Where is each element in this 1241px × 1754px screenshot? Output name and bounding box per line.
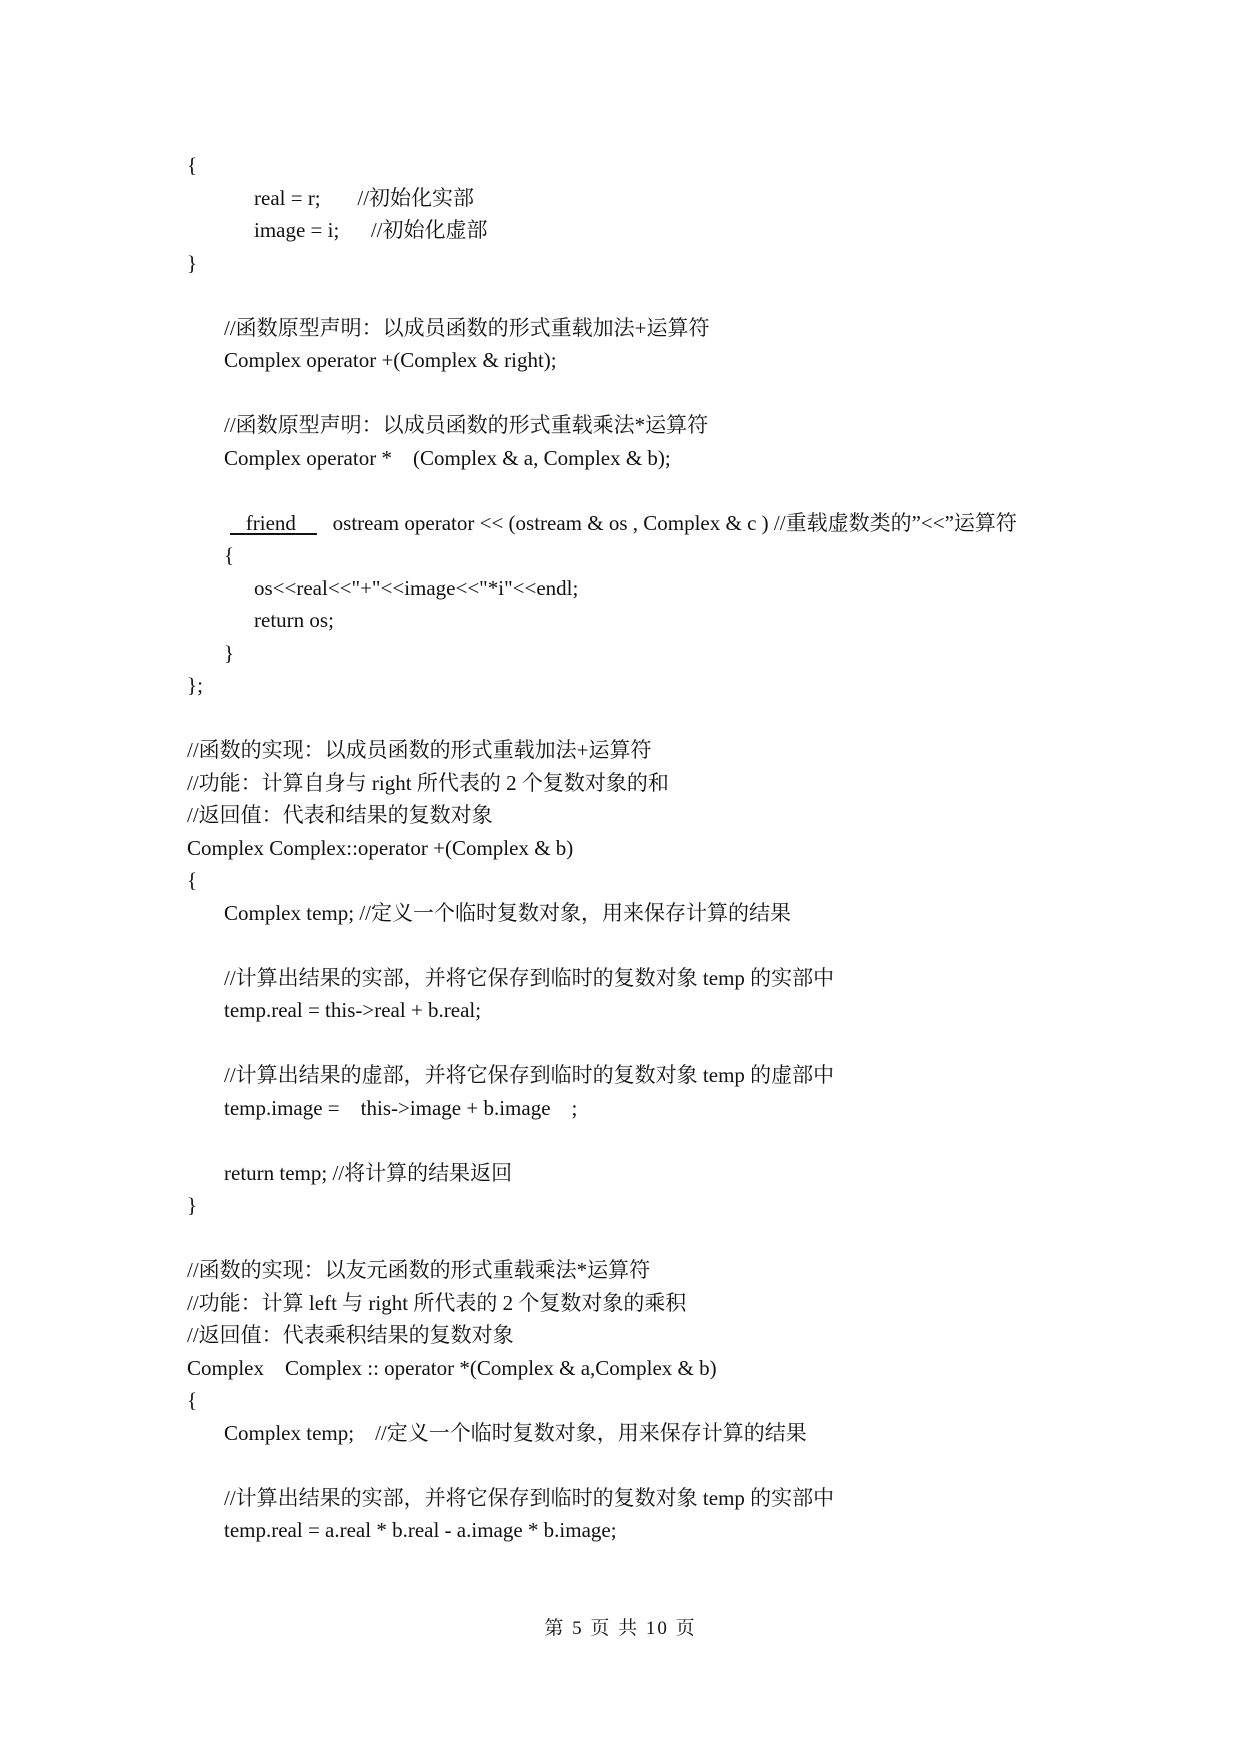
code-line-friend	[230, 509, 1017, 537]
code-comment: //返回值：代表和结果的复数对象	[187, 803, 493, 827]
code-line: {	[224, 543, 235, 567]
fill-in-blank: friend	[245, 511, 296, 535]
code-comment: //功能：计算自身与 right 所代表的 2 个复数对象的和	[187, 771, 669, 795]
code-line: image = i; //初始化虚部	[254, 218, 488, 242]
code-line: {	[187, 153, 198, 177]
code-line: }	[187, 1193, 198, 1217]
page-footer: 第 5 页 共 10 页	[544, 1618, 697, 1639]
code-comment: //函数原型声明：以成员函数的形式重载乘法*运算符	[224, 413, 709, 437]
code-line: Complex temp; //定义一个临时复数对象，用来保存计算的结果	[224, 1421, 807, 1445]
code-line: Complex Complex::operator +(Complex & b)	[187, 836, 574, 860]
code-line: temp.image = this->image + b.image ;	[224, 1096, 578, 1120]
code-comment: //计算出结果的实部，并将它保存到临时的复数对象 temp 的实部中	[224, 1486, 835, 1510]
code-comment: //函数的实现：以成员函数的形式重载加法+运算符	[187, 738, 652, 762]
code-line: return os;	[254, 608, 334, 632]
code-line: os<<real<<"+"<<image<<"*i"<<endl;	[254, 576, 579, 600]
code-comment: //计算出结果的虚部，并将它保存到临时的复数对象 temp 的虚部中	[224, 1063, 835, 1087]
code-line: Complex Complex :: operator *(Complex & a,Complex & b)	[187, 1356, 717, 1380]
code-line: ostream operator << (ostream & os , Complex & c ) //重载虚数类的”<<”运算符	[332, 511, 1017, 535]
code-line: temp.real = a.real * b.real - a.image * b.image;	[224, 1518, 617, 1542]
code-line: };	[187, 673, 203, 697]
code-line: }	[224, 641, 235, 665]
code-line: }	[187, 251, 198, 275]
code-comment: //函数原型声明：以成员函数的形式重载加法+运算符	[224, 316, 710, 340]
code-line: Complex operator +(Complex & right);	[224, 348, 557, 372]
code-line: real = r; //初始化实部	[254, 186, 475, 210]
code-comment: //函数的实现：以友元函数的形式重载乘法*运算符	[187, 1258, 651, 1282]
code-line: Complex temp; //定义一个临时复数对象，用来保存计算的结果	[224, 901, 791, 925]
code-comment: //返回值：代表乘积结果的复数对象	[187, 1323, 514, 1347]
code-line: {	[187, 1388, 198, 1412]
code-line: return temp; //将计算的结果返回	[224, 1161, 513, 1185]
code-line: {	[187, 868, 198, 892]
code-line: temp.real = this->real + b.real;	[224, 998, 482, 1022]
code-line: Complex operator * (Complex & a, Complex & b);	[224, 446, 671, 470]
code-comment: //功能：计算 left 与 right 所代表的 2 个复数对象的乘积	[187, 1291, 687, 1315]
code-comment: //计算出结果的实部，并将它保存到临时的复数对象 temp 的实部中	[224, 966, 835, 990]
